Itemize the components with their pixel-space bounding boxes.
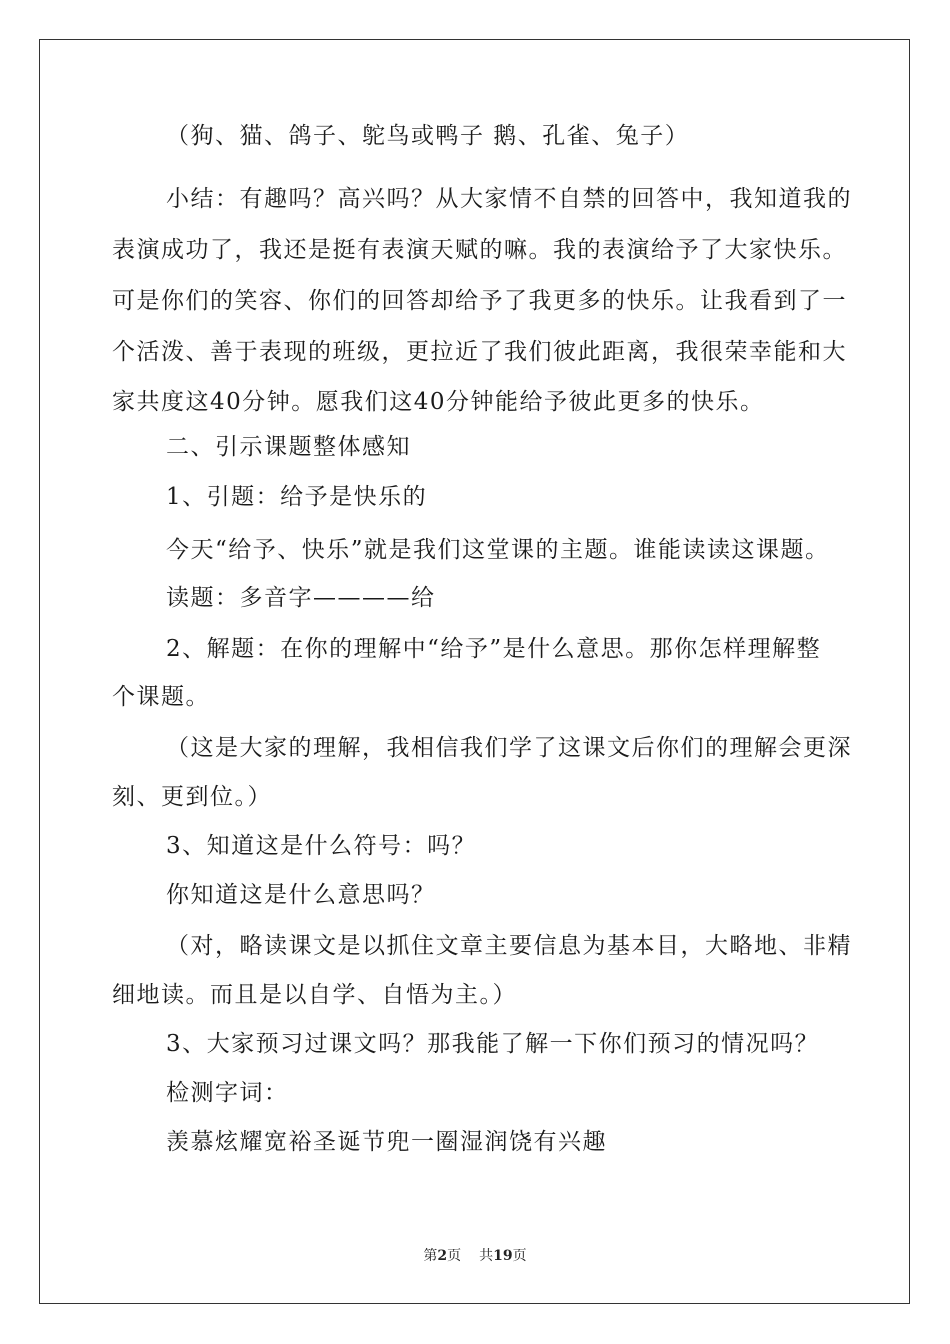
paragraph-line: 细地读。而且是以自学、自悟为主。） [112,982,517,1008]
subsection-heading: 1、引题：给予是快乐的 [166,484,428,510]
paragraph-line: （这是大家的理解，我相信我们学了这课文后你们的理解会更深 [166,735,852,761]
paragraph-line: （狗、猫、鸽子、鸵鸟或鸭子 鹅、孔雀、兔子） [166,123,690,149]
paragraph-line: 读题：多音字————给 [166,585,436,611]
paragraph-line: 可是你们的笑容、你们的回答却给予了我更多的快乐。让我看到了一 [112,288,847,314]
paragraph-line: 3、大家预习过课文吗？那我能了解一下你们预习的情况吗？ [166,1031,820,1057]
total-suffix: 页 [512,1248,527,1264]
paragraph-line: 家共度这40分钟。愿我们这40分钟能给予彼此更多的快乐。 [112,389,765,415]
page-number: 2 [437,1248,448,1264]
paragraph-line: 个活泼、善于表现的班级，更拉近了我们彼此距离，我很荣幸能和大 [112,339,847,365]
paragraph-line: 3、知道这是什么符号：吗？ [166,833,477,859]
section-heading: 二、引示课题整体感知 [166,434,411,460]
paragraph-line: 羡慕炫耀宽裕圣诞节兜一圈湿润饶有兴趣 [166,1129,607,1155]
paragraph-line: （对，略读课文是以抓住文章主要信息为基本目，大略地、非精 [166,933,852,959]
paragraph-line: 检测字词： [166,1080,289,1106]
paragraph-line: 2、解题：在你的理解中“给予”是什么意思。那你怎样理解整 [166,636,822,662]
page-suffix: 页 [447,1248,462,1264]
paragraph-line: 刻、更到位。） [112,784,272,810]
paragraph-line: 今天“给予、快乐”就是我们这堂课的主题。谁能读读这课题。 [166,537,830,563]
paragraph-line: 小结：有趣吗？高兴吗？从大家情不自禁的回答中，我知道我的 [166,186,852,212]
page-footer [0,1247,950,1265]
total-prefix: 共 [479,1248,494,1264]
page-prefix: 第 [423,1248,438,1264]
paragraph-line: 表演成功了，我还是挺有表演天赋的嘛。我的表演给予了大家快乐。 [112,237,847,263]
page-border [39,39,910,1304]
paragraph-line: 个课题。 [112,684,210,710]
total-pages: 19 [493,1248,513,1264]
paragraph-line: 你知道这是什么意思吗？ [166,882,436,908]
